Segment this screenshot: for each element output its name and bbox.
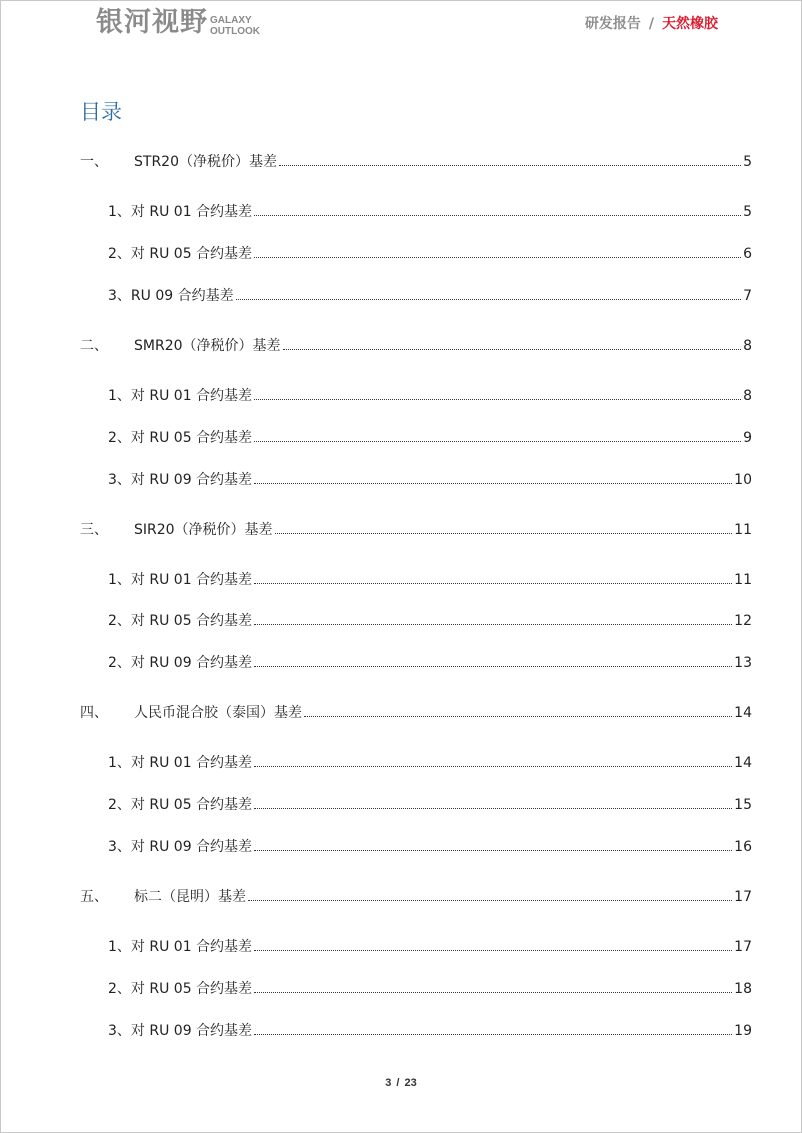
toc-subsection-entry[interactable] (108, 937, 752, 957)
toc-dot-leader (236, 298, 741, 300)
toc-page-number: 12 (734, 613, 752, 629)
toc-page-number: 14 (734, 705, 752, 721)
toc-dot-leader (254, 665, 732, 667)
toc-subsection-entry[interactable] (108, 244, 752, 264)
toc-subsection-entry[interactable] (108, 795, 752, 815)
toc-dot-leader (275, 532, 733, 534)
page-number-separator: / (396, 1077, 400, 1089)
toc-section-number: 五、 (80, 889, 108, 905)
toc-entry-text: 1、对 RU 01 合约基差 (108, 388, 253, 404)
toc-subsection-entry[interactable] (108, 837, 752, 857)
logo-english-text (210, 15, 260, 37)
report-topic-label: 天然橡胶 (662, 16, 718, 32)
toc-page-number: 6 (743, 246, 752, 262)
toc-entry-text: 1、对 RU 01 合约基差 (108, 755, 253, 771)
toc-dot-leader (304, 715, 732, 717)
current-page-number: 3 (385, 1077, 392, 1089)
toc-entry-text: SMR20（净税价）基差 (134, 338, 281, 354)
toc-dot-leader (283, 348, 742, 350)
toc-entry-text: 1、对 RU 01 合约基差 (108, 572, 253, 588)
logo-english-line-2: OUTLOOK (210, 26, 260, 37)
toc-subsection-entry[interactable] (108, 570, 752, 590)
toc-dot-leader (254, 991, 732, 993)
logo-chinese-text: 银河视野 (96, 7, 208, 38)
toc-entry-text: STR20（净税价）基差 (134, 154, 277, 170)
toc-page-number: 16 (734, 839, 752, 855)
toc-dot-leader (254, 623, 732, 625)
toc-dot-leader (254, 214, 741, 216)
toc-entry-text: 1、对 RU 01 合约基差 (108, 204, 253, 220)
toc-entry-text: 3、对 RU 09 合约基差 (108, 472, 253, 488)
total-page-count: 23 (404, 1077, 417, 1089)
toc-dot-leader (254, 256, 741, 258)
toc-subsection-entry[interactable] (108, 202, 752, 222)
toc-page-number: 9 (743, 430, 752, 446)
toc-section-number: 四、 (80, 705, 108, 721)
toc-title: 目录 (80, 100, 122, 124)
toc-section-number: 一、 (80, 154, 108, 170)
toc-dot-leader (254, 807, 732, 809)
toc-entry-text: 2、对 RU 09 合约基差 (108, 655, 253, 671)
toc-entry-text: 3、RU 09 合约基差 (108, 288, 234, 304)
toc-page-number: 10 (734, 472, 752, 488)
toc-dot-leader (254, 849, 732, 851)
toc-subsection-entry[interactable] (108, 386, 752, 406)
toc-dot-leader (254, 440, 741, 442)
toc-subsection-entry[interactable] (108, 753, 752, 773)
toc-entry-text: 2、对 RU 05 合约基差 (108, 430, 253, 446)
toc-page-number: 14 (734, 755, 752, 771)
toc-entry-text: 1、对 RU 01 合约基差 (108, 939, 253, 955)
toc-entry-text: SIR20（净税价）基差 (134, 522, 273, 538)
toc-section-number: 三、 (80, 522, 108, 538)
toc-page-number: 18 (734, 981, 752, 997)
toc-subsection-entry[interactable] (108, 979, 752, 999)
toc-entry-text: 2、对 RU 05 合约基差 (108, 613, 253, 629)
toc-section-entry[interactable] (80, 887, 752, 907)
galaxy-outlook-logo (96, 6, 260, 40)
toc-section-entry[interactable] (80, 520, 752, 540)
toc-page-number: 15 (734, 797, 752, 813)
toc-entry-text: 2、对 RU 05 合约基差 (108, 246, 253, 262)
header-category (585, 14, 718, 34)
toc-section-entry[interactable] (80, 336, 752, 356)
toc-dot-leader (254, 765, 732, 767)
toc-subsection-entry[interactable] (108, 611, 752, 631)
toc-page-number: 7 (743, 288, 752, 304)
toc-dot-leader (254, 582, 732, 584)
toc-page-number: 17 (734, 889, 752, 905)
toc-subsection-entry[interactable] (108, 653, 752, 673)
toc-page-number: 11 (734, 572, 752, 588)
toc-entry-text: 3、对 RU 09 合约基差 (108, 1023, 253, 1039)
toc-page-number: 11 (734, 522, 752, 538)
toc-subsection-entry[interactable] (108, 470, 752, 490)
toc-page-number: 8 (743, 388, 752, 404)
toc-entry-text: 2、对 RU 05 合约基差 (108, 797, 253, 813)
toc-entry-text: 2、对 RU 05 合约基差 (108, 981, 253, 997)
toc-dot-leader (254, 482, 732, 484)
toc-page-number: 17 (734, 939, 752, 955)
toc-dot-leader (254, 1033, 732, 1035)
toc-entry-text: 3、对 RU 09 合约基差 (108, 839, 253, 855)
toc-page-number: 13 (734, 655, 752, 671)
report-type-label: 研发报告 (584, 16, 641, 32)
toc-section-number: 二、 (80, 338, 108, 354)
toc-page-number: 19 (734, 1023, 752, 1039)
toc-entry-text: 标二（昆明）基差 (134, 889, 246, 905)
logo-english-line-1: GALAXY (210, 15, 252, 26)
header-separator: / (648, 16, 654, 32)
toc-dot-leader (254, 398, 741, 400)
toc-dot-leader (254, 949, 732, 951)
page-number-footer (0, 1077, 802, 1089)
toc-dot-leader (248, 899, 732, 901)
toc-section-entry[interactable] (80, 152, 752, 172)
toc-subsection-entry[interactable] (108, 428, 752, 448)
toc-subsection-entry[interactable] (108, 286, 752, 306)
toc-section-entry[interactable] (80, 703, 752, 723)
toc-subsection-entry[interactable] (108, 1021, 752, 1041)
toc-dot-leader (279, 164, 741, 166)
toc-page-number: 8 (743, 338, 752, 354)
toc-page-number: 5 (743, 204, 752, 220)
toc-page-number: 5 (743, 154, 752, 170)
toc-entry-text: 人民币混合胶（泰国）基差 (134, 705, 302, 721)
